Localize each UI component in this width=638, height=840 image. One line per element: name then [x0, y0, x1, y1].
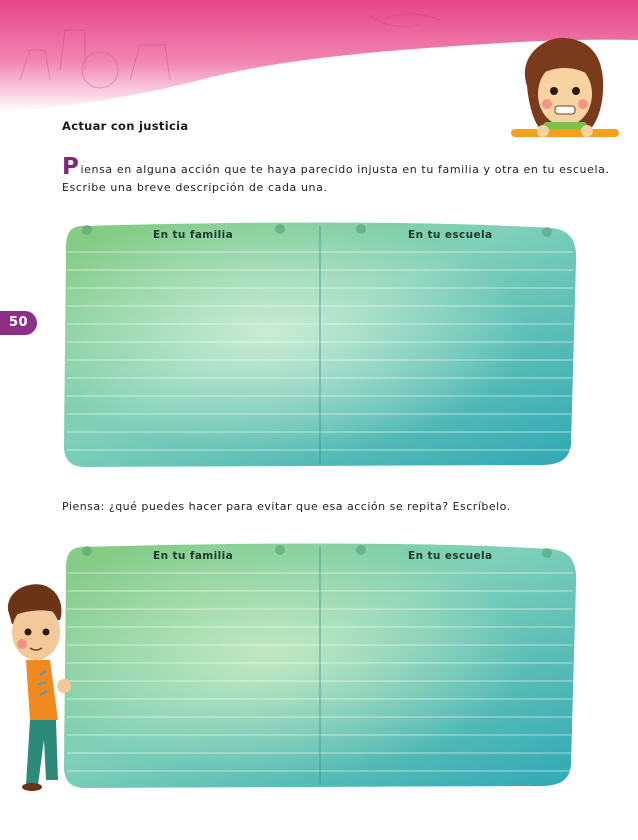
instructions-line-1: iensa en alguna acción que te haya parecido injusta en tu familia y otra en tu escuela. — [80, 163, 610, 176]
instructions-line-2: Escribe una breve descripción de cada una. — [62, 181, 328, 194]
section-title: Actuar con justicia — [62, 119, 189, 133]
second-prompt: Piensa: ¿qué puedes hacer para evitar que esa acción se repita? Escríbelo. — [62, 500, 511, 513]
column-header-familia: En tu familia — [153, 229, 234, 241]
instructions — [62, 154, 610, 197]
column-header-escuela: En tu escuela — [408, 550, 493, 562]
instructions-dropcap: P — [62, 154, 80, 180]
boy-illustration — [0, 580, 78, 795]
notebook-background — [61, 543, 578, 790]
girl-illustration — [505, 36, 625, 140]
page-number-badge: 50 — [0, 311, 37, 335]
notebook-table-1 — [61, 222, 578, 469]
column-header-escuela: En tu escuela — [408, 229, 493, 241]
notebook-background — [61, 222, 578, 469]
notebook-table-2 — [61, 543, 578, 790]
column-header-familia: En tu familia — [153, 550, 234, 562]
